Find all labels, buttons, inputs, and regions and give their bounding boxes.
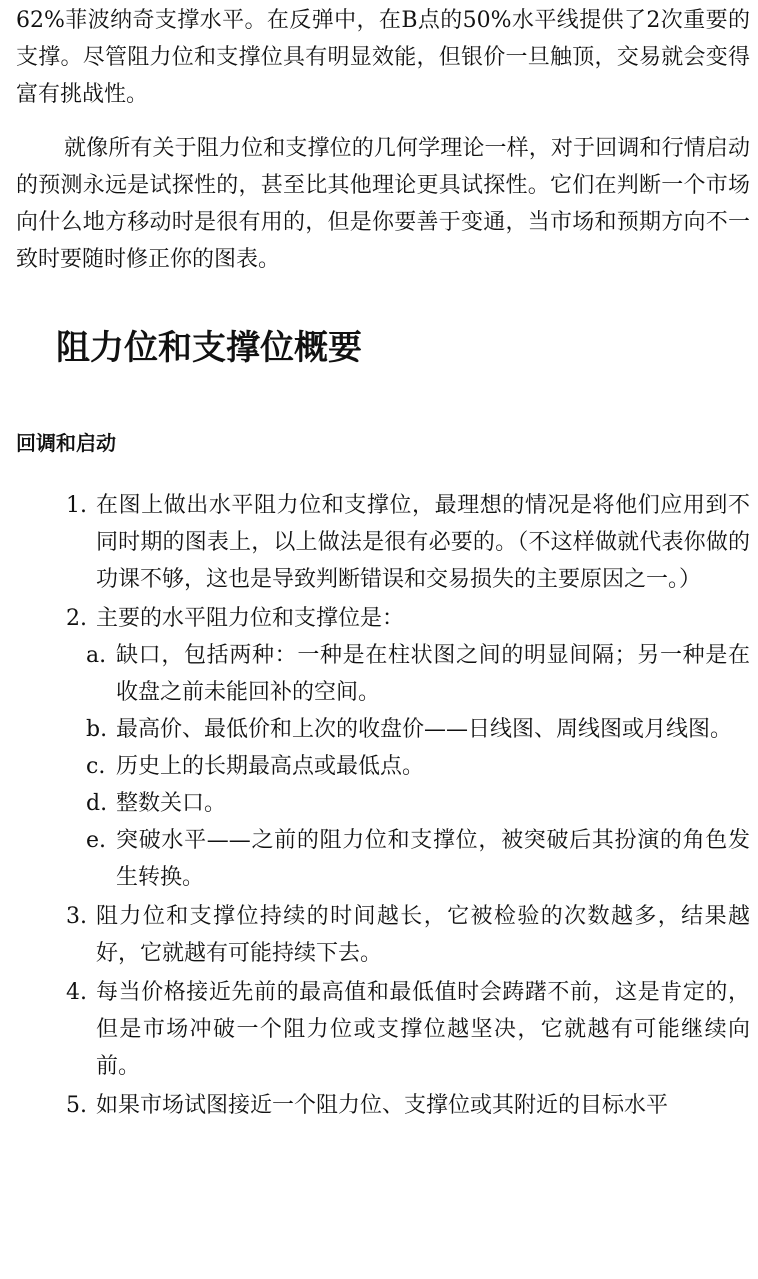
- sub-list-item-letter: b.: [86, 717, 108, 742]
- list-item-number: 3.: [66, 904, 87, 929]
- sub-list-item-letter: d.: [86, 791, 108, 816]
- subsection-heading: 回调和启动: [16, 431, 116, 455]
- sub-list-item-letter: c.: [86, 754, 106, 779]
- paragraph-continued: 62%菲波纳奇支撑水平。在反弹中，在B点的50%水平线提供了2次重要的支撑。尽管阻力位和支撑位具有明显效能，但银价一旦触顶，交易就会变得富有挑战性。: [16, 8, 750, 107]
- list-item-number: 5.: [66, 1093, 87, 1118]
- list-item-text: 如果市场试图接近一个阻力位、支撑位或其附近的目标水平: [96, 1093, 669, 1118]
- sub-list-item-text: 最高价、最低价和上次的收盘价——日线图、周线图或月线图。: [116, 717, 733, 742]
- sub-list-item-text: 历史上的长期最高点或最低点。: [116, 754, 425, 779]
- paragraph-geometry-theory: 就像所有关于阻力位和支撑位的几何学理论一样，对于回调和行情启动的预测永远是试探性的，甚至比其他理论更具试探性。它们在判断一个市场向什么地方移动时是很有用的，但是你要善于变通，当市场和预期方向不一致时要随时修正你的图表。: [16, 136, 750, 272]
- list-item-text: 阻力位和支撑位持续的时间越长，它被检验的次数越多，结果越好，它就越有可能持续下去。: [96, 904, 750, 966]
- list-item-number: 4.: [66, 980, 87, 1005]
- sub-list-item: [86, 637, 750, 711]
- section-heading: 阻力位和支撑位概要: [56, 328, 362, 368]
- list-item: [66, 487, 750, 598]
- sub-list-item: [86, 748, 750, 785]
- list-item-text: 每当价格接近先前的最高值和最低值时会踌躇不前，这是肯定的，但是市场冲破一个阻力位或支撑位越坚决，它就越有可能继续向前。: [96, 980, 750, 1079]
- sub-list-item: [86, 785, 750, 822]
- list-item: [66, 600, 750, 896]
- list-item: [66, 1087, 750, 1124]
- list-item-number: 2.: [66, 606, 87, 631]
- list-item-text: 主要的水平阻力位和支撑位是：: [96, 606, 405, 631]
- summary-list: [66, 487, 750, 1126]
- list-item-number: 1.: [66, 493, 87, 518]
- sub-list: [86, 637, 750, 896]
- sub-list-item-text: 缺口，包括两种：一种是在柱状图之间的明显间隔；另一种是在收盘之前未能回补的空间。: [116, 643, 750, 705]
- sub-list-item: [86, 822, 750, 896]
- sub-list-item-text: 整数关口。: [116, 791, 227, 816]
- list-item: [66, 974, 750, 1085]
- sub-list-item-letter: e.: [86, 828, 107, 853]
- sub-list-item-letter: a.: [86, 643, 107, 668]
- list-item: [66, 898, 750, 972]
- sub-list-item: [86, 711, 750, 748]
- sub-list-item-text: 突破水平——之前的阻力位和支撑位，被突破后其扮演的角色发生转换。: [116, 828, 750, 890]
- list-item-text: 在图上做出水平阻力位和支撑位，最理想的情况是将他们应用到不同时期的图表上，以上做法是很有必要的。（不这样做就代表你做的功课不够，这也是导致判断错误和交易损失的主要原因之一。）: [96, 493, 750, 592]
